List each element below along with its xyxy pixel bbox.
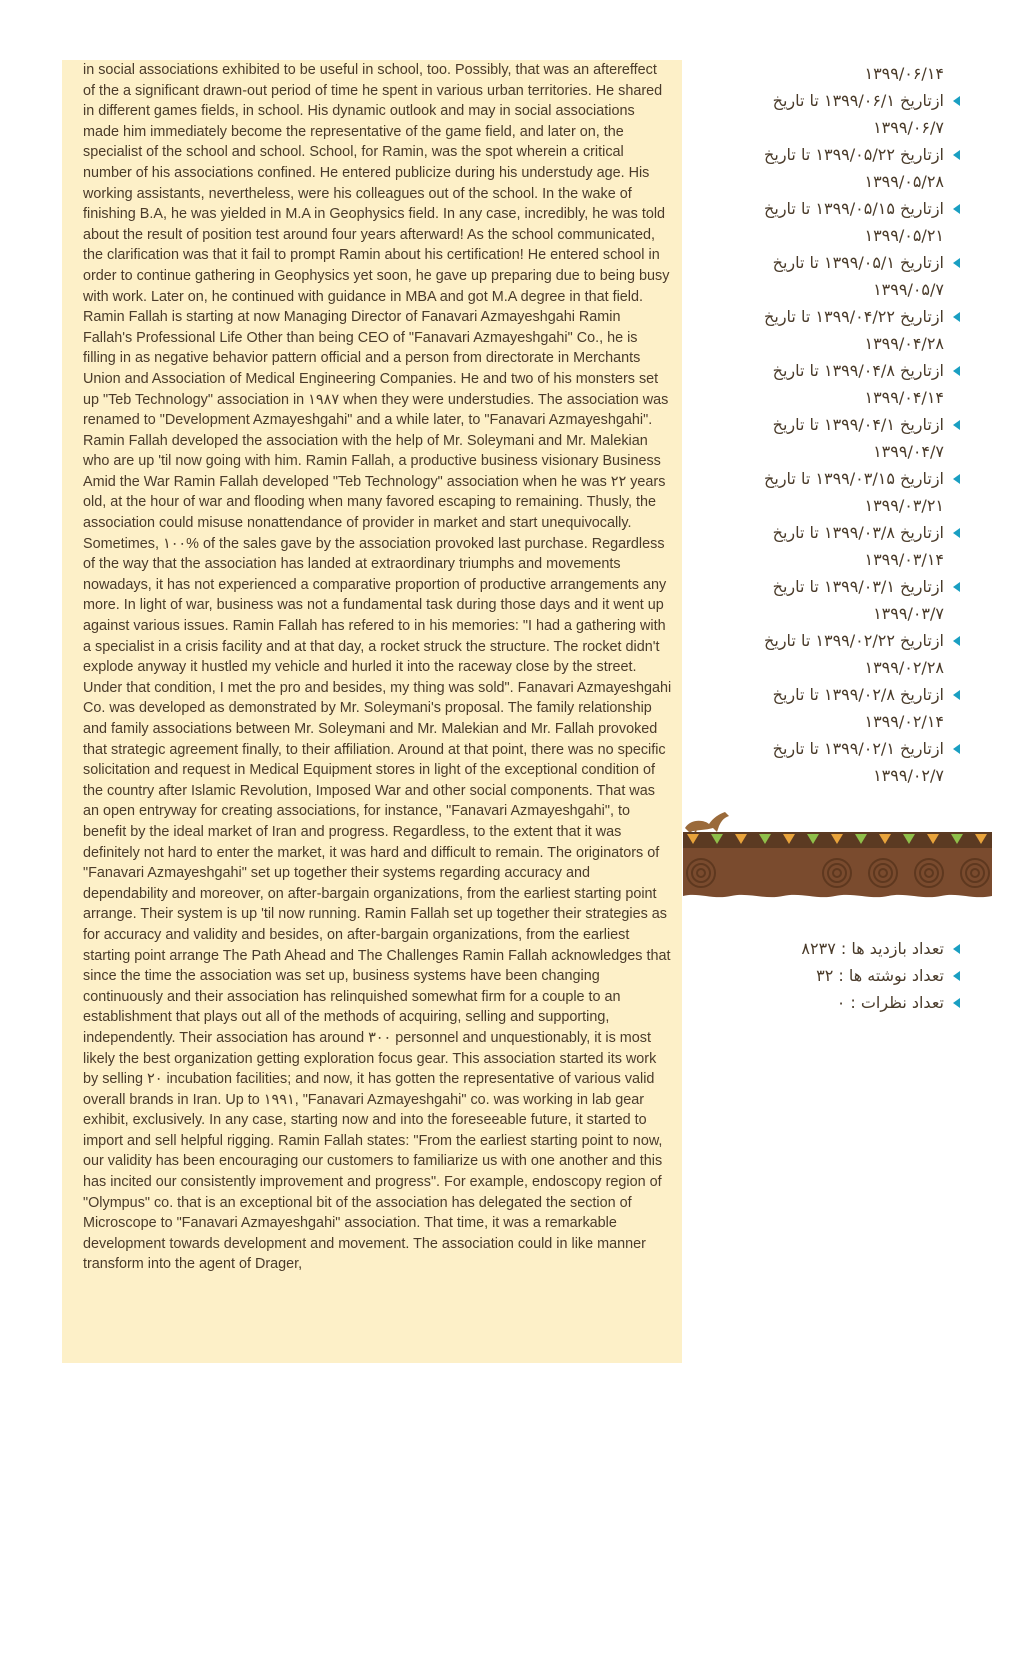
stat-comments [710,989,960,1016]
archive-link[interactable]: ازتاریخ ۱۳۹۹/۰۴/۲۲ تا تاریخ [764,307,944,326]
archive-item[interactable] [710,681,960,735]
archive-link[interactable]: ازتاریخ ۱۳۹۹/۰۵/۲۲ تا تاریخ [764,145,944,164]
archive-item[interactable] [710,249,960,303]
archive-link[interactable]: ازتاریخ ۱۳۹۹/۰۵/۱ تا تاریخ [772,253,944,272]
bullet-arrow-icon [953,690,960,700]
horse-ornament-icon [685,812,729,833]
widget-banner-graphic [683,808,992,900]
bullet-arrow-icon [953,528,960,538]
bullet-arrow-icon [953,258,960,268]
archive-item[interactable] [710,573,960,627]
archive-item[interactable] [710,141,960,195]
bullet-arrow-icon [953,744,960,754]
archive-link-end[interactable]: ۱۳۹۹/۰۳/۲۱ [864,496,944,515]
bullet-arrow-icon [953,474,960,484]
stat-visits-text: تعداد بازدید ها : ۸۲۳۷ [801,939,944,958]
archive-link[interactable]: ازتاریخ ۱۳۹۹/۰۳/۸ تا تاریخ [772,523,944,542]
bullet-arrow-icon [953,204,960,214]
archive-link[interactable]: ازتاریخ ۱۳۹۹/۰۳/۱۵ تا تاریخ [764,469,944,488]
archive-item[interactable] [710,519,960,573]
stat-comments-text: تعداد نظرات : ۰ [836,993,944,1012]
article-body-text: in social associations exhibited to be useful in school, too. Possibly, that was an aftereffect of the a significant drawn-out period of time he spent in various urban territories. He shared in different games fields, in school. His dynamic outlook and may in social associations made him immediately become the representative of the game field, and later on, the specialist of the school and school. School, for Ramin, was the spot wherein a critical number of his associations confined. He entered publicize during his understudy age. His working assistants, nevertheless, were his colleagues out of the school. In the wake of finishing B.A, he was yielded in M.A in Geophysics field. In any case, incredibly, he was told about the result of position test around four years afterward! As the school communicated, the clarification was that it fail to prompt Ramin about his certification! He entered school in order to continue gathering in Geophysics yet soon, he gave up preparing due to being busy with work. Later on, he continued with guidance in MBA and got M.A degree in that field. Ramin Fallah is starting at now Managing Director of Fanavari Azmayeshgahi Ramin Fallah's Professional Life Other than being CEO of "Fanavari Azmayeshgahi" Co., he is filling in as negative behavior pattern official and a person from directorate in Merchants Union and Association of Medical Engineering Companies. He and two of his monsters set up "Teb Technology" association in ۱۹۸۷ when they were understudies. The association was renamed to "Development Azmayeshgahi" and a while later, to "Fanavari Azmayeshgahi". Ramin Fallah developed the association with the help of Mr. Soleymani and Mr. Malekian who are up 'til now going with him. Ramin Fallah, a productive business visionary Business Amid the War Ramin Fallah developed "Teb Technology" association when he was ۲۲ years old, at the hour of war and flooding when many favored escaping to remaining. Thusly, the association could misuse nonattendance of provider in market and start unequivocally. Sometimes, ۱۰۰% of the sales gave by the association provoked last purchase. Regardless of the way that the association has landed at extraordinary triumphs and movements nowadays, it has not experienced a comparative proportion of productive arrangements any more. In light of war, business was not a fundamental task during those days and it went up against various issues. Ramin Fallah has refered to in his memories: "I had a gathering with a specialist in a crisis facility and at that day, a rocket struck the structure. The rocket didn't explode anyway it hustled my vehicle and hurled it into the raceway close by the street. Under that condition, I met the pro and besides, my thing was sold". Fanavari Azmayeshgahi Co. was developed as demonstrated by Mr. Soleymani's proposal. The family relationship and family associations between Mr. Soleymani and Mr. Malekian and Mr. Fallah provoked that strategic agreement finally, to their affiliation. Around at that point, there was no specific solicitation and request in Medical Equipment stores in light of the exceptional condition of the country after Islamic Revolution, Imposed War and other social components. That was an open entryway for creating associations, for instance, "Fanavari Azmayeshgahi", to benefit by the ideal market of Iran and progress. Regardless, to the extent that it was definitely not hard to enter the market, it was hard and difficult to remain. The originators of "Fanavari Azmayeshgahi" set up together their systems regarding accuracy and dependability and moreover, on after-bargain organizations, from the earliest starting point arrange. Their system is up 'til now running. Ramin Fallah set up together their strategies as for accuracy and validity and besides, on after-bargain organizations, from the earliest starting point arrange The Path Ahead and The Challenges Ramin Fallah acknowledges that since the time the association was set up, business systems have been changing continuously and their association has relinquished somewhat firm for a couple to an establishment that plays out all of the methods of acquiring, selling and supporting, independently. Their association has around ۳۰۰ personnel and unquestionably, it is most likely the best organization getting exploration focus gear. This association started its work by selling ۲۰ incubation facilities; and now, it has gotten the representative of various valid overall brands in Iran. Up to ۱۹۹۱, "Fanavari Azmayeshgahi" co. was working in lab gear exhibit, exclusively. In any case, starting now and into the foreseeable future, it started to import and sell helpful rigging. Ramin Fallah states: "From the earliest starting point to now, our validity has been encouraging our customers to familiarize us with one another and this has incited our consistently improvement and progress". For example, endoscopy region of "Olympus" co. that is an exceptional bit of the association has delegated the section of Microscope to "Fanavari Azmayeshgahi" association. That time, it was a remarkable development towards development and movement. The association could in like manner transform into the agent of Drager, [83,62,672,1273]
bullet-arrow-icon [953,420,960,430]
archive-item[interactable] [710,465,960,519]
archive-link[interactable]: ازتاریخ ۱۳۹۹/۰۳/۱ تا تاریخ [772,577,944,596]
stats-list [710,935,960,1016]
article-panel [62,60,682,1363]
archive-link-end[interactable]: ۱۳۹۹/۰۴/۱۴ [864,388,944,407]
archive-link-end[interactable]: ۱۳۹۹/۰۵/۲۸ [864,172,944,191]
archive-link-end[interactable]: ۱۳۹۹/۰۴/۷ [873,442,944,461]
archive-item[interactable] [710,357,960,411]
banner-body [683,848,992,897]
bullet-arrow-icon [953,366,960,376]
archive-item[interactable] [710,303,960,357]
archive-link-end[interactable]: ۱۳۹۹/۰۴/۲۸ [864,334,944,353]
bullet-arrow-icon [953,998,960,1008]
archive-top-continuation: ۱۳۹۹/۰۶/۱۴ [864,64,944,83]
archive-link-end[interactable]: ۱۳۹۹/۰۳/۷ [873,604,944,623]
archive-item[interactable] [710,411,960,465]
archive-item[interactable] [710,87,960,141]
archive-link-end[interactable]: ۱۳۹۹/۰۵/۲۱ [864,226,944,245]
bullet-arrow-icon [953,971,960,981]
archive-link-end[interactable]: ۱۳۹۹/۰۲/۱۴ [864,712,944,731]
archive-link[interactable]: ازتاریخ ۱۳۹۹/۰۲/۸ تا تاریخ [772,685,944,704]
stat-posts-text: تعداد نوشته ها : ۳۲ [816,966,944,985]
bullet-arrow-icon [953,636,960,646]
archive-link-end[interactable]: ۱۳۹۹/۰۲/۷ [873,766,944,785]
bullet-arrow-icon [953,150,960,160]
bullet-arrow-icon [953,944,960,954]
archive-link-end[interactable]: ۱۳۹۹/۰۵/۷ [873,280,944,299]
archive-item[interactable] [710,195,960,249]
archive-link[interactable]: ازتاریخ ۱۳۹۹/۰۲/۲۲ تا تاریخ [764,631,944,650]
archive-item[interactable] [710,627,960,681]
archive-link[interactable]: ازتاریخ ۱۳۹۹/۰۴/۸ تا تاریخ [772,361,944,380]
archive-link[interactable]: ازتاریخ ۱۳۹۹/۰۶/۱ تا تاریخ [772,91,944,110]
archive-link[interactable]: ازتاریخ ۱۳۹۹/۰۲/۱ تا تاریخ [772,739,944,758]
bullet-arrow-icon [953,312,960,322]
archive-link[interactable]: ازتاریخ ۱۳۹۹/۰۴/۱ تا تاریخ [772,415,944,434]
archive-link-end[interactable]: ۱۳۹۹/۰۲/۲۸ [864,658,944,677]
bullet-arrow-icon [953,582,960,592]
bullet-arrow-icon [953,96,960,106]
archive-link-end[interactable]: ۱۳۹۹/۰۶/۷ [873,118,944,137]
archive-link[interactable]: ازتاریخ ۱۳۹۹/۰۵/۱۵ تا تاریخ [764,199,944,218]
archive-item[interactable] [710,735,960,789]
archive-list [710,60,960,789]
stat-visits [710,935,960,962]
sidebar [683,0,1024,1680]
stats-widget-title: آمار وبلاگ [711,1656,812,1680]
stat-posts [710,962,960,989]
archive-link-end[interactable]: ۱۳۹۹/۰۳/۱۴ [864,550,944,569]
